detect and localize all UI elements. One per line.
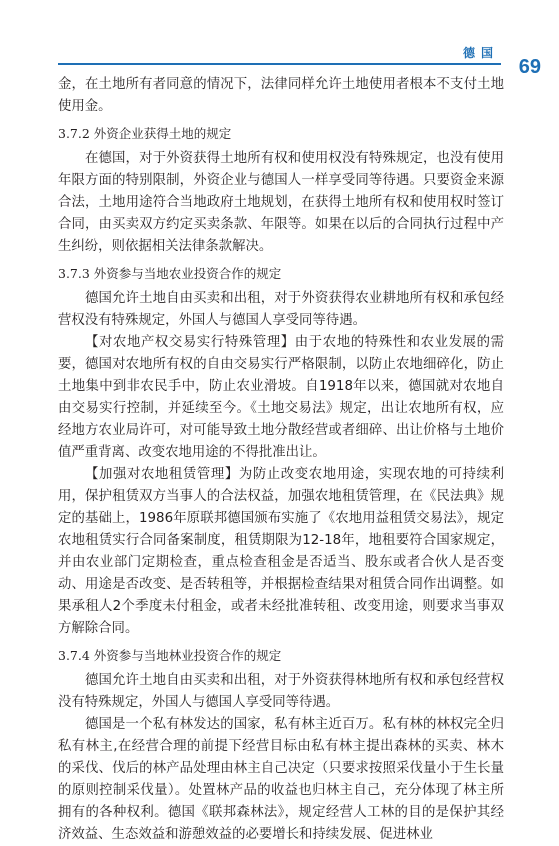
- page-number: 69: [518, 56, 541, 78]
- paragraph: 【对农地产权交易实行特殊管理】由于农地的特殊性和农业发展的需要，德国对农地所有权的自由交易实行严格限制，以防止农地细碎化，防止土地集中到非农民手中，防止农业滑坡。自1918年以来，德国就对农地自由交易实行控制，并延续至今。《土地交易法》规定，出让农地所有权，应经地方农业局许可，对可能导致土地分散经营或者细碎、出让价格与土地价值严重背离、改变农地用途的不得批准出让。: [58, 335, 504, 460]
- section-heading-3-7-3: 3.7.3 外资参与当地农业投资合作的规定: [58, 266, 282, 281]
- paragraph: 在德国，对于外资获得土地所有权和使用权没有特殊规定，也没有使用年限方面的特别限制，外资企业与德国人一样享受同等待遇。只要资金来源合法，土地用途符合当地政府土地规划，在获得土地所有权和使用权时签订合同，由买卖双方约定买卖条款、年限等。如果在以后的合同执行过程中产生纠纷，则依据相关法律条款解决。: [58, 151, 504, 254]
- paragraph: 德国允许土地自由买卖和出租，对于外资获得农业耕地所有权和承包经营权没有特殊规定，外国人与德国人享受同等待遇。: [58, 291, 504, 328]
- paragraph-continuation: 金，在土地所有者同意的情况下，法律同样允许土地使用者根本不支付土地使用金。: [58, 77, 504, 114]
- paragraph: 德国允许土地自由买卖和出租，对于外资获得林地所有权和承包经营权没有特殊规定，外国人与德国人享受同等待遇。: [58, 673, 504, 710]
- header-rule: [58, 63, 501, 65]
- body-text: [58, 74, 504, 846]
- page-header: [0, 0, 559, 80]
- paragraph: 【加强对农地租赁管理】为防止改变农地用途，实现农地的可持续利用，保护租赁双方当事人的合法权益，加强农地租赁管理，在《民法典》规定的基础上，1986年原联邦德国颁布实施了《农地用益租赁交易法》，规定农地租赁实行合同备案制度，租赁期限为12-18年，地租要符合国家规定，并由农业部门定期检查，重点检查租金是否适当、股东或者合伙人是否变动、用途是否改变、是否转租等，并根据检查结果对租赁合同作出调整。如果承租人2个季度未付租金，或者未经批准转租、改变用途，则要求当事双方解除合同。: [58, 467, 504, 636]
- running-header-country: 德国: [462, 46, 499, 60]
- paragraph: 德国是一个私有林发达的国家，私有林主近百万。私有林的林权完全归私有林主,在经营合理的前提下经营目标由私有林主提出森林的买卖、林木的采伐、伐后的林产品处理由林主自己决定（只要求按照采伐量小于生长量的原则控制采伐量）。处置林产品的收益也归林主自己，充分体现了林主所拥有的各种权利。德国《联邦森林法》，规定经营人工林的目的是保护其经济效益、生态效益和游憩效益的必要增长和持续发展、促进林业: [58, 717, 504, 842]
- section-heading-3-7-2: 3.7.2 外资企业获得土地的规定: [58, 126, 232, 141]
- section-heading-3-7-4: 3.7.4 外资参与当地林业投资合作的规定: [58, 648, 282, 663]
